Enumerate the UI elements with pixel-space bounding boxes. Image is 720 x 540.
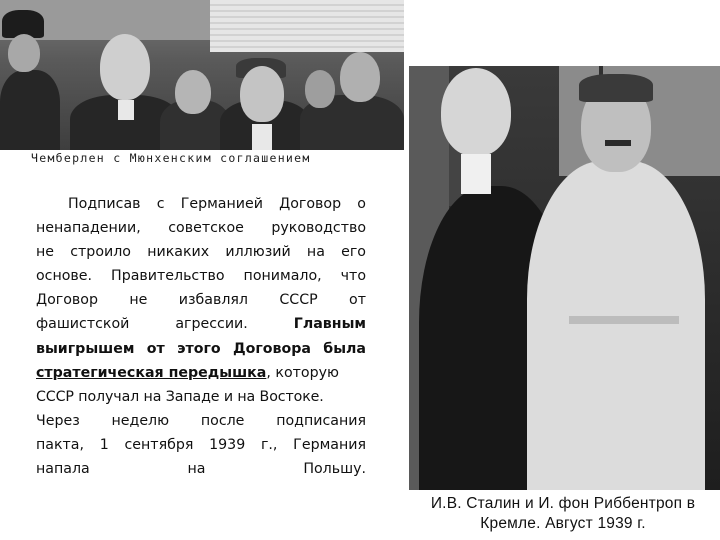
bystander-1-head [175,70,211,114]
paragraph-line: напала на Польшу. [36,461,366,478]
paragraph-line: Подписав с Германией Договор о [68,196,366,212]
paragraph-line: пакта, 1 сентября 1939 г., Германия [36,436,366,453]
chamberlain-photo [0,0,404,150]
paragraph-key-phrase: стратегическая передышка [36,364,267,381]
chamberlain-collar [118,100,134,120]
stalin-hair [579,74,653,102]
stalin-ribbentrop-photo [409,66,720,490]
paragraph-text: , которую [266,364,339,381]
paragraph-line: Через неделю после подписания [36,412,366,429]
paragraph-text: фашистской агрессии. [36,316,248,333]
photo-top-caption: Чемберлен с Мюнхенским соглашением [31,151,311,165]
paragraph-line: ненападении, советское руководство [36,220,366,237]
bystander-2-collar [252,124,272,150]
paragraph-line-mixed [36,312,366,336]
chamberlain-head [100,34,150,100]
photo-page-scrap [210,0,404,52]
stalin-tunic-fold [569,316,679,324]
paragraph-line: Договор не избавлял СССР от [36,292,366,309]
photo-right-caption [410,494,716,534]
paragraph-line: не строило никаких иллюзий на его [36,244,366,261]
paragraph-emphasis: Главным [293,316,366,333]
stalin-moustache [605,140,631,146]
ribbentrop-collar [461,154,491,194]
ribbentrop-head [441,68,511,156]
caption-line: И.В. Сталин и И. фон Риббентроп в [430,495,696,512]
paragraph-line: СССР получал на Западе и на Востоке. [36,388,324,405]
paragraph-line: основе. Правительство понимало, что [36,268,366,285]
paragraph-emphasis-line: выигрышем от этого Договора была [36,340,366,357]
bystander-4-head [305,70,335,108]
figure-policeman [0,70,60,150]
figure-stalin [527,161,705,490]
main-paragraph [36,192,366,481]
bystander-3-head [340,52,380,102]
bystander-2-head [240,66,284,122]
policeman-head [8,34,40,72]
caption-line: Кремле. Август 1939 г. [480,515,646,532]
paragraph-line-mixed [36,361,366,385]
